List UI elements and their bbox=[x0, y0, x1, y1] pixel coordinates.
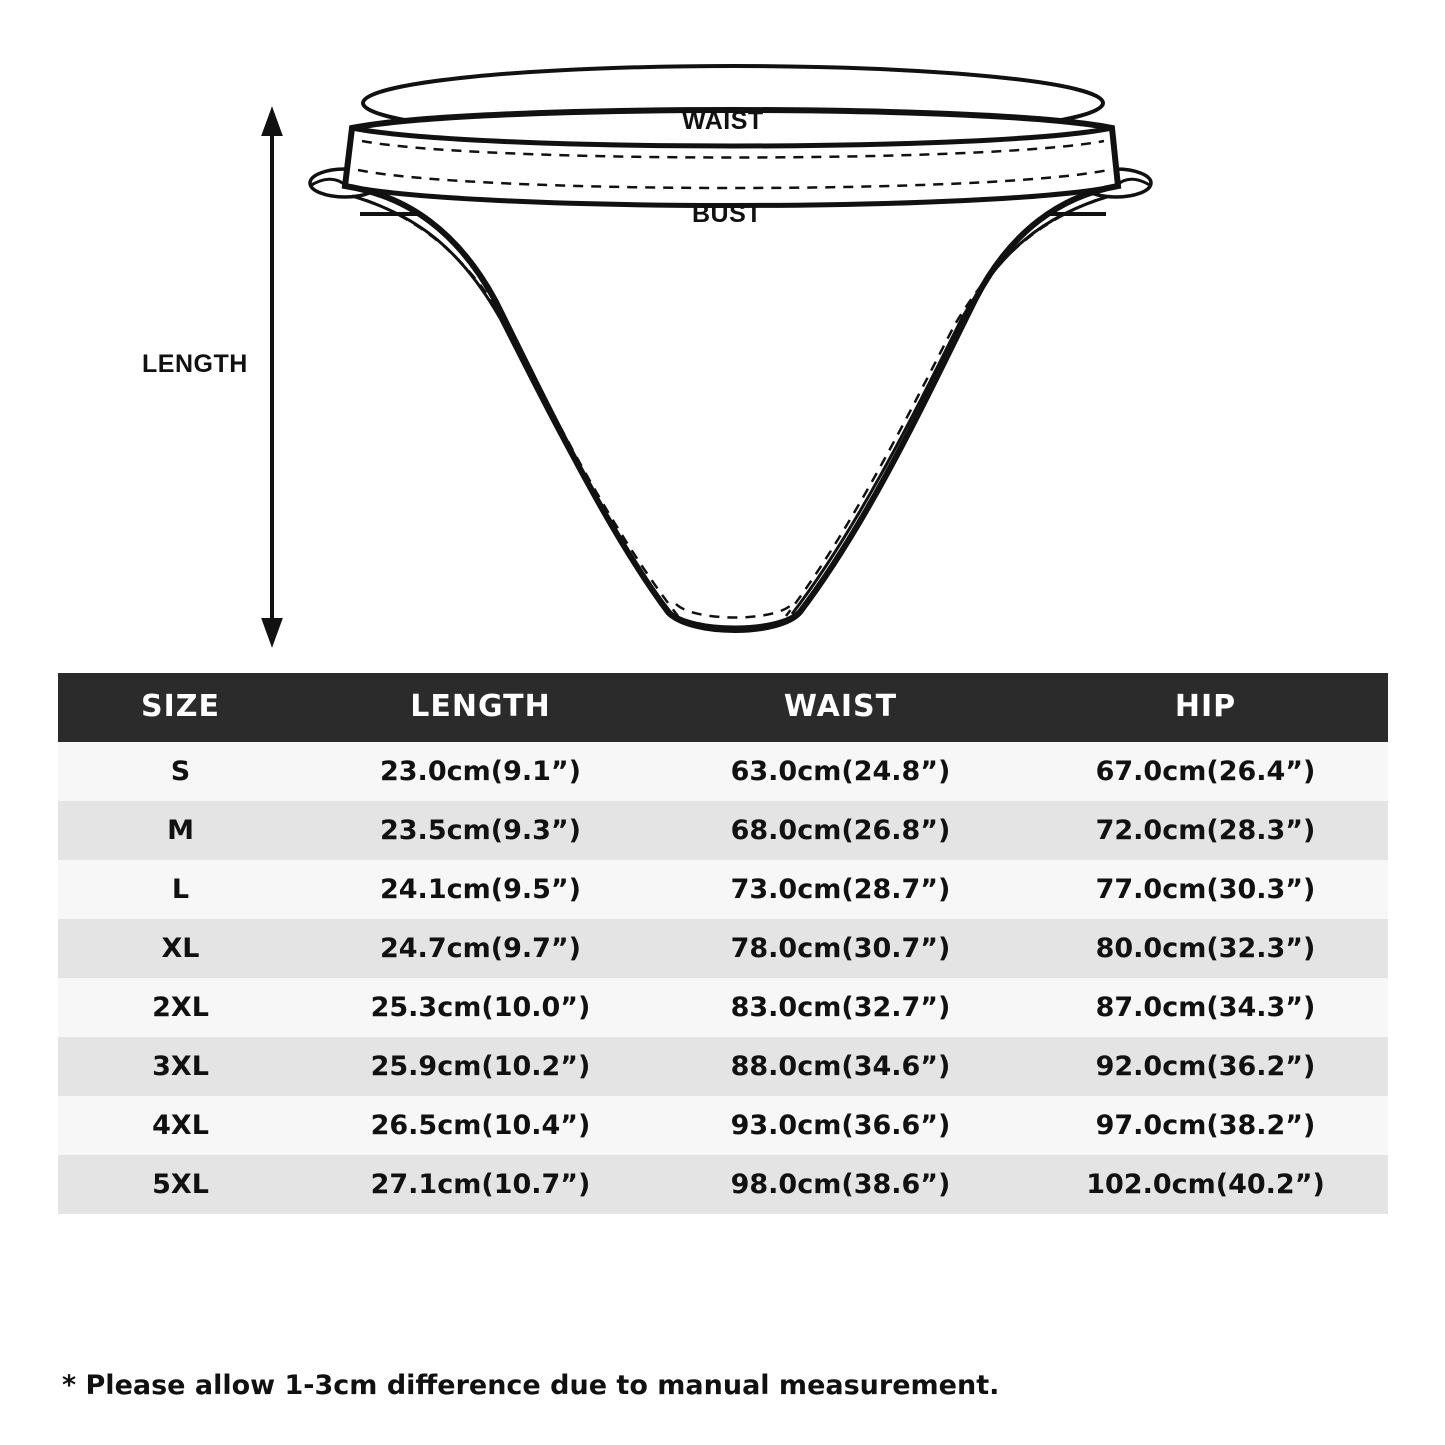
cell-hip: 72.0cm(28.3”) bbox=[1023, 801, 1388, 860]
cell-length: 25.9cm(10.2”) bbox=[303, 1037, 658, 1096]
cell-waist: 98.0cm(38.6”) bbox=[658, 1155, 1023, 1214]
header-waist: WAIST bbox=[658, 673, 1023, 742]
cell-hip: 102.0cm(40.2”) bbox=[1023, 1155, 1388, 1214]
table-row bbox=[58, 1096, 1388, 1155]
table-row bbox=[58, 1155, 1388, 1214]
cell-size: 3XL bbox=[58, 1037, 303, 1096]
table-row bbox=[58, 978, 1388, 1037]
cell-length: 26.5cm(10.4”) bbox=[303, 1096, 658, 1155]
cell-hip: 67.0cm(26.4”) bbox=[1023, 742, 1388, 801]
table-row bbox=[58, 742, 1388, 801]
cell-size: S bbox=[58, 742, 303, 801]
cell-waist: 93.0cm(36.6”) bbox=[658, 1096, 1023, 1155]
cell-size: L bbox=[58, 860, 303, 919]
garment-diagram bbox=[0, 0, 1445, 660]
cell-size: M bbox=[58, 801, 303, 860]
length-dimension-arrow bbox=[264, 112, 280, 642]
cell-waist: 78.0cm(30.7”) bbox=[658, 919, 1023, 978]
cell-size: 2XL bbox=[58, 978, 303, 1037]
table-row bbox=[58, 1037, 1388, 1096]
cell-waist: 73.0cm(28.7”) bbox=[658, 860, 1023, 919]
cell-hip: 77.0cm(30.3”) bbox=[1023, 860, 1388, 919]
cell-waist: 68.0cm(26.8”) bbox=[658, 801, 1023, 860]
cell-size: 4XL bbox=[58, 1096, 303, 1155]
measurement-note: * Please allow 1-3cm difference due to manual measurement. bbox=[62, 1370, 1000, 1401]
cell-length: 24.1cm(9.5”) bbox=[303, 860, 658, 919]
size-table bbox=[58, 673, 1388, 1214]
right-side-tab bbox=[1116, 179, 1151, 186]
cell-hip: 80.0cm(32.3”) bbox=[1023, 919, 1388, 978]
panty-body-outline bbox=[345, 110, 1118, 630]
header-length: LENGTH bbox=[303, 673, 658, 742]
cell-length: 27.1cm(10.7”) bbox=[303, 1155, 658, 1214]
cell-hip: 92.0cm(36.2”) bbox=[1023, 1037, 1388, 1096]
size-table-wrapper bbox=[58, 673, 1388, 1214]
panty-illustration bbox=[0, 0, 1445, 660]
table-row bbox=[58, 919, 1388, 978]
table-row bbox=[58, 860, 1388, 919]
cell-waist: 83.0cm(32.7”) bbox=[658, 978, 1023, 1037]
cell-hip: 87.0cm(34.3”) bbox=[1023, 978, 1388, 1037]
table-row bbox=[58, 801, 1388, 860]
cell-length: 23.5cm(9.3”) bbox=[303, 801, 658, 860]
cell-length: 24.7cm(9.7”) bbox=[303, 919, 658, 978]
cell-size: XL bbox=[58, 919, 303, 978]
cell-length: 23.0cm(9.1”) bbox=[303, 742, 658, 801]
cell-waist: 63.0cm(24.8”) bbox=[658, 742, 1023, 801]
cell-hip: 97.0cm(38.2”) bbox=[1023, 1096, 1388, 1155]
cell-size: 5XL bbox=[58, 1155, 303, 1214]
cell-waist: 88.0cm(34.6”) bbox=[658, 1037, 1023, 1096]
table-header-row bbox=[58, 673, 1388, 742]
length-label: LENGTH bbox=[142, 350, 248, 378]
left-side-tab bbox=[310, 179, 346, 186]
waist-label: WAIST bbox=[682, 107, 764, 135]
cell-length: 25.3cm(10.0”) bbox=[303, 978, 658, 1037]
bust-label: BUST bbox=[692, 200, 763, 228]
header-size: SIZE bbox=[58, 673, 303, 742]
header-hip: HIP bbox=[1023, 673, 1388, 742]
